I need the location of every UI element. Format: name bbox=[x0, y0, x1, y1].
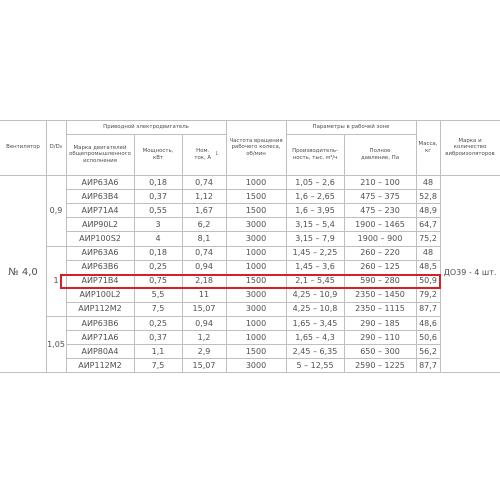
cell-pressure: 260 – 220 bbox=[360, 248, 400, 258]
header-isolators: Марка и количество виброизоляторов bbox=[445, 137, 495, 157]
cell-power: 7,5 bbox=[151, 304, 165, 314]
grid-line-horizontal bbox=[0, 120, 500, 121]
grid-line-horizontal bbox=[66, 330, 440, 331]
cell-mass: 48 bbox=[422, 248, 434, 258]
cell-current: 0,94 bbox=[195, 262, 213, 272]
grid-line-horizontal bbox=[66, 302, 440, 303]
cell-brand: АИР63В6 bbox=[81, 262, 119, 272]
grid-line-horizontal bbox=[66, 260, 440, 261]
grid-line-horizontal bbox=[66, 217, 440, 218]
cell-capacity: 5 – 12,55 bbox=[296, 360, 334, 370]
cell-speed: 3000 bbox=[245, 304, 267, 314]
cell-capacity: 4,25 – 10,9 bbox=[292, 290, 338, 300]
cell-pressure: 2350 – 1450 bbox=[355, 290, 405, 300]
cell-brand: АИР71А6 bbox=[81, 332, 119, 342]
cell-power: 0,75 bbox=[149, 276, 167, 286]
cell-mass: 48 bbox=[422, 177, 434, 187]
grid-line-horizontal bbox=[46, 316, 440, 317]
cell-capacity: 2,1 – 5,45 bbox=[295, 276, 335, 286]
cell-pressure: 2350 – 1115 bbox=[355, 304, 405, 314]
cell-capacity: 1,6 – 3,95 bbox=[295, 205, 335, 215]
cell-mass: 56,2 bbox=[419, 346, 437, 356]
grid-line-horizontal bbox=[286, 134, 416, 135]
cell-pressure: 290 – 110 bbox=[360, 332, 400, 342]
cell-current: 15,07 bbox=[192, 304, 216, 314]
cell-speed: 1000 bbox=[245, 318, 267, 328]
grid-line-horizontal bbox=[0, 175, 500, 176]
grid-line-vertical bbox=[286, 120, 287, 372]
cell-current: 1,67 bbox=[195, 205, 213, 215]
grid-line-horizontal bbox=[0, 372, 500, 373]
grid-line-horizontal bbox=[66, 231, 440, 232]
cell-pressure: 2590 – 1225 bbox=[355, 360, 405, 370]
fan-label: № 4,0 bbox=[8, 267, 38, 278]
cell-mass: 48,6 bbox=[419, 318, 437, 328]
cell-speed: 1500 bbox=[245, 191, 267, 201]
cell-speed: 1500 bbox=[245, 346, 267, 356]
ratio-value: 0,9 bbox=[49, 205, 63, 215]
cell-power: 0,25 bbox=[149, 262, 167, 272]
cell-brand: АИР100L2 bbox=[79, 290, 121, 300]
header-ratio-text: D/D bbox=[49, 144, 60, 151]
header-speed: Частота вращения рабочего колеса, об/мин bbox=[229, 137, 283, 157]
grid-line-vertical bbox=[66, 120, 67, 372]
cell-speed: 1000 bbox=[245, 248, 267, 258]
cell-brand: АИР71В4 bbox=[81, 276, 119, 286]
cell-capacity: 2,45 – 6,35 bbox=[292, 346, 338, 356]
cell-power: 0,37 bbox=[149, 191, 167, 201]
cell-current: 15,07 bbox=[192, 360, 216, 370]
cell-brand: АИР63А6 bbox=[81, 248, 119, 258]
cell-brand: АИР100S2 bbox=[79, 233, 121, 243]
header-current-sup: 1 bbox=[215, 151, 218, 157]
cell-pressure: 1900 – 1465 bbox=[355, 219, 405, 229]
cell-brand: АИР90L2 bbox=[81, 219, 118, 229]
header-fan: Вентилятор bbox=[6, 144, 40, 151]
grid-line-vertical bbox=[226, 120, 227, 372]
header-ratio-sub: н bbox=[59, 144, 63, 150]
cell-current: 8,1 bbox=[197, 233, 211, 243]
cell-power: 0,18 bbox=[149, 248, 167, 258]
cell-power: 0,37 bbox=[149, 332, 167, 342]
cell-current: 1,2 bbox=[197, 332, 211, 342]
cell-mass: 50,6 bbox=[419, 332, 437, 342]
cell-brand: АИР63В4 bbox=[81, 191, 119, 201]
cell-mass: 75,2 bbox=[419, 233, 437, 243]
cell-capacity: 1,05 – 2,6 bbox=[295, 177, 335, 187]
highlighted-row-frame bbox=[60, 274, 441, 289]
cell-pressure: 590 – 280 bbox=[360, 276, 400, 286]
grid-line-horizontal bbox=[66, 189, 440, 190]
ratio-value: 1,05 bbox=[47, 339, 65, 349]
cell-current: 11 bbox=[198, 290, 210, 300]
cell-power: 7,5 bbox=[151, 360, 165, 370]
cell-speed: 1000 bbox=[245, 262, 267, 272]
cell-power: 0,55 bbox=[149, 205, 167, 215]
cell-power: 0,25 bbox=[149, 318, 167, 328]
cell-pressure: 475 – 375 bbox=[360, 191, 400, 201]
cell-power: 0,18 bbox=[149, 177, 167, 187]
cell-capacity: 4,25 – 10,8 bbox=[292, 304, 338, 314]
cell-mass: 87,7 bbox=[419, 360, 437, 370]
cell-speed: 1500 bbox=[245, 205, 267, 215]
cell-pressure: 1900 – 900 bbox=[357, 233, 403, 243]
header-capacity: Производитель- ность, тыс. м³/ч bbox=[292, 148, 338, 161]
cell-speed: 3000 bbox=[245, 233, 267, 243]
cell-mass: 50,9 bbox=[419, 276, 437, 286]
cell-mass: 48,9 bbox=[419, 205, 437, 215]
cell-current: 6,2 bbox=[197, 219, 211, 229]
cell-power: 1,1 bbox=[151, 346, 165, 356]
cell-brand: АИР63В6 bbox=[81, 318, 119, 328]
cell-pressure: 210 – 100 bbox=[360, 177, 400, 187]
cell-capacity: 1,45 – 3,6 bbox=[295, 262, 335, 272]
grid-line-horizontal bbox=[66, 134, 226, 135]
grid-line-vertical bbox=[440, 120, 441, 372]
grid-line-horizontal bbox=[66, 344, 440, 345]
grid-line-vertical bbox=[46, 120, 47, 372]
cell-speed: 3000 bbox=[245, 360, 267, 370]
cell-speed: 1000 bbox=[245, 332, 267, 342]
cell-power: 4 bbox=[155, 233, 161, 243]
cell-current: 1,12 bbox=[195, 191, 213, 201]
header-motor-brand: Марка двигателей общепромышленного исполнения bbox=[69, 144, 131, 164]
cell-pressure: 475 – 230 bbox=[360, 205, 400, 215]
cell-capacity: 3,15 – 5,4 bbox=[295, 219, 335, 229]
grid-line-vertical bbox=[344, 134, 345, 372]
ratio-value: 1 bbox=[53, 276, 59, 286]
grid-line-vertical bbox=[182, 134, 183, 372]
cell-current: 2,18 bbox=[195, 276, 213, 286]
cell-brand: АИР71А4 bbox=[81, 205, 119, 215]
cell-speed: 1000 bbox=[245, 177, 267, 187]
cell-pressure: 260 – 125 bbox=[360, 262, 400, 272]
cell-current: 0,74 bbox=[195, 248, 213, 258]
cell-brand: АИР80А4 bbox=[81, 346, 119, 356]
grid-line-horizontal bbox=[46, 246, 440, 247]
cell-pressure: 650 – 300 bbox=[360, 346, 400, 356]
cell-capacity: 1,65 – 3,45 bbox=[292, 318, 338, 328]
grid-line-vertical bbox=[134, 134, 135, 372]
cell-current: 2,9 bbox=[197, 346, 211, 356]
header-ratio bbox=[46, 120, 66, 175]
cell-capacity: 1,6 – 2,65 bbox=[295, 191, 335, 201]
cell-pressure: 290 – 185 bbox=[360, 318, 400, 328]
header-current-text: Ном. ток, А bbox=[194, 148, 212, 161]
isolator-label: ДО39 - 4 шт. bbox=[443, 268, 497, 277]
cell-mass: 48,5 bbox=[419, 262, 437, 272]
cell-brand: АИР63А6 bbox=[81, 177, 119, 187]
cell-mass: 52,8 bbox=[419, 191, 437, 201]
header-power: Мощность, кВт bbox=[142, 148, 174, 161]
cell-speed: 3000 bbox=[245, 290, 267, 300]
cell-power: 5,5 bbox=[151, 290, 165, 300]
cell-mass: 64,7 bbox=[419, 219, 437, 229]
cell-capacity: 3,15 – 7,9 bbox=[295, 233, 335, 243]
grid-line-horizontal bbox=[66, 203, 440, 204]
header-params-group: Параметры в рабочей зоне bbox=[312, 123, 390, 130]
cell-capacity: 1,65 – 4,3 bbox=[295, 332, 335, 342]
cell-power: 3 bbox=[155, 219, 161, 229]
cell-brand: АИР112М2 bbox=[78, 360, 122, 370]
cell-mass: 87,7 bbox=[419, 304, 437, 314]
cell-speed: 1500 bbox=[245, 276, 267, 286]
cell-capacity: 1,45 – 2,25 bbox=[292, 248, 338, 258]
cell-current: 0,74 bbox=[195, 177, 213, 187]
header-mass: Масса, кг bbox=[418, 141, 438, 154]
cell-speed: 3000 bbox=[245, 219, 267, 229]
grid-line-horizontal bbox=[66, 358, 440, 359]
header-current bbox=[182, 134, 226, 175]
cell-current: 0,94 bbox=[195, 318, 213, 328]
header-pressure: Полное давление, Па bbox=[360, 148, 400, 161]
header-motor-group: Приводной электродвигатель bbox=[103, 123, 189, 130]
cell-mass: 79,2 bbox=[419, 290, 437, 300]
cell-brand: АИР112М2 bbox=[78, 304, 122, 314]
grid-line-vertical bbox=[416, 120, 417, 372]
